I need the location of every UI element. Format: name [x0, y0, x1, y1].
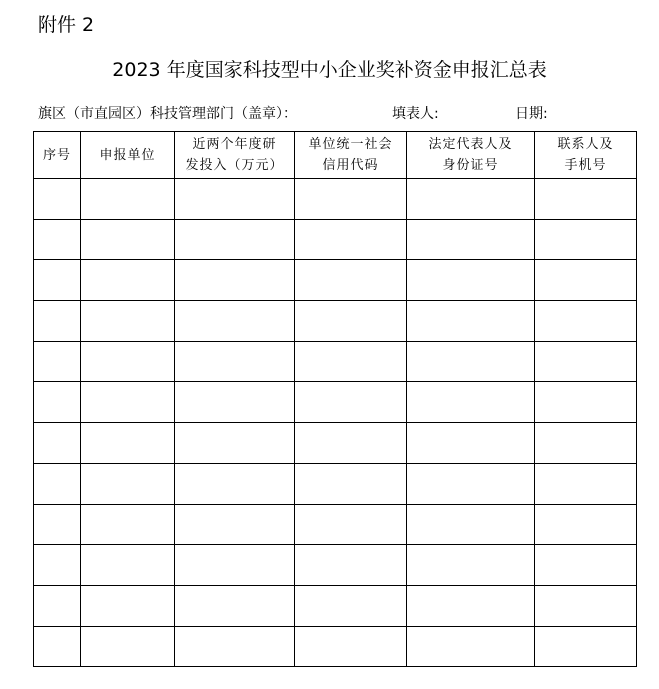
table-cell [175, 504, 295, 545]
table-cell [407, 585, 535, 626]
table-cell [535, 545, 637, 586]
table-cell [34, 585, 81, 626]
table-cell [34, 219, 81, 260]
table-cell [407, 382, 535, 423]
table-cell [535, 179, 637, 220]
table-body [34, 179, 637, 667]
table-cell [535, 301, 637, 342]
table-cell [407, 260, 535, 301]
table-cell [295, 626, 407, 667]
table-cell [407, 423, 535, 464]
table-cell [175, 260, 295, 301]
table-cell [407, 504, 535, 545]
table-cell [535, 585, 637, 626]
table-cell [81, 179, 175, 220]
filler-label: 填表人: [392, 106, 439, 122]
table-cell [34, 341, 81, 382]
column-header-credit-code [295, 132, 407, 179]
column-header-line: 序号 [42, 147, 71, 163]
table-row [34, 504, 637, 545]
table-cell [535, 260, 637, 301]
table-cell [34, 423, 81, 464]
table-cell [535, 382, 637, 423]
table-cell [175, 341, 295, 382]
table-cell [34, 545, 81, 586]
date-label: 日期: [515, 106, 548, 122]
table-cell [34, 626, 81, 667]
column-header-line: 法定代表人及 [428, 137, 513, 152]
table-cell [81, 423, 175, 464]
department-seal-label: 旗区（市直园区）科技管理部门（盖章）： [38, 106, 297, 122]
table-row [34, 382, 637, 423]
page-title: 2023 年度国家科技型中小企业奖补资金申报汇总表 [112, 59, 547, 81]
table-cell [295, 463, 407, 504]
table-cell [295, 585, 407, 626]
table-row [34, 463, 637, 504]
table-cell [535, 504, 637, 545]
column-header-line: 身份证号 [442, 158, 499, 173]
table-cell [175, 219, 295, 260]
table-row [34, 301, 637, 342]
summary-table [33, 131, 637, 667]
table-cell [407, 626, 535, 667]
table-cell [407, 179, 535, 220]
column-header-line: 单位统一社会 [308, 137, 393, 152]
table-cell [81, 463, 175, 504]
table-cell [295, 179, 407, 220]
table-row [34, 626, 637, 667]
table-cell [34, 179, 81, 220]
table-cell [175, 382, 295, 423]
table-cell [407, 219, 535, 260]
table-cell [175, 626, 295, 667]
table-cell [295, 382, 407, 423]
table-cell [34, 504, 81, 545]
column-header-rd-investment [175, 132, 295, 179]
table-cell [175, 463, 295, 504]
attachment-label: 附件 2 [38, 14, 95, 36]
column-header-line: 近两个年度研 [192, 137, 277, 152]
column-header-applicant-unit [81, 132, 175, 179]
column-header-line: 申报单位 [99, 147, 156, 163]
table-cell [175, 301, 295, 342]
table-cell [535, 463, 637, 504]
column-header-line: 联系人及 [557, 137, 614, 152]
column-header-line: 手机号 [564, 158, 607, 173]
table-cell [34, 260, 81, 301]
table-cell [34, 382, 81, 423]
table-cell [295, 545, 407, 586]
table-cell [81, 504, 175, 545]
table-cell [81, 585, 175, 626]
table-cell [295, 504, 407, 545]
table-cell [175, 585, 295, 626]
table-cell [295, 219, 407, 260]
table-cell [81, 260, 175, 301]
table-row [34, 545, 637, 586]
table-cell [295, 341, 407, 382]
column-header-line: 发投入（万元） [185, 158, 284, 173]
table-cell [295, 423, 407, 464]
table-cell [34, 301, 81, 342]
column-header-legal-representative [407, 132, 535, 179]
table-cell [81, 626, 175, 667]
table-cell [407, 301, 535, 342]
table-row [34, 423, 637, 464]
table-cell [295, 260, 407, 301]
table-cell [535, 341, 637, 382]
table-cell [81, 382, 175, 423]
table-row [34, 179, 637, 220]
table-cell [295, 301, 407, 342]
column-header-line: 信用代码 [322, 158, 379, 173]
table-cell [407, 341, 535, 382]
table-row [34, 219, 637, 260]
table-cell [535, 626, 637, 667]
column-header-serial-number [34, 132, 81, 179]
table-cell [407, 545, 535, 586]
table-cell [407, 463, 535, 504]
column-header-contact-person [535, 132, 637, 179]
table-cell [81, 219, 175, 260]
table-cell [81, 341, 175, 382]
table-row [34, 585, 637, 626]
table-row [34, 260, 637, 301]
table-cell [535, 219, 637, 260]
table-cell [535, 423, 637, 464]
table-row [34, 341, 637, 382]
table-cell [81, 301, 175, 342]
table-cell [81, 545, 175, 586]
table-header-row [34, 132, 637, 179]
table-cell [34, 463, 81, 504]
table-cell [175, 545, 295, 586]
table-cell [175, 179, 295, 220]
table-cell [175, 423, 295, 464]
